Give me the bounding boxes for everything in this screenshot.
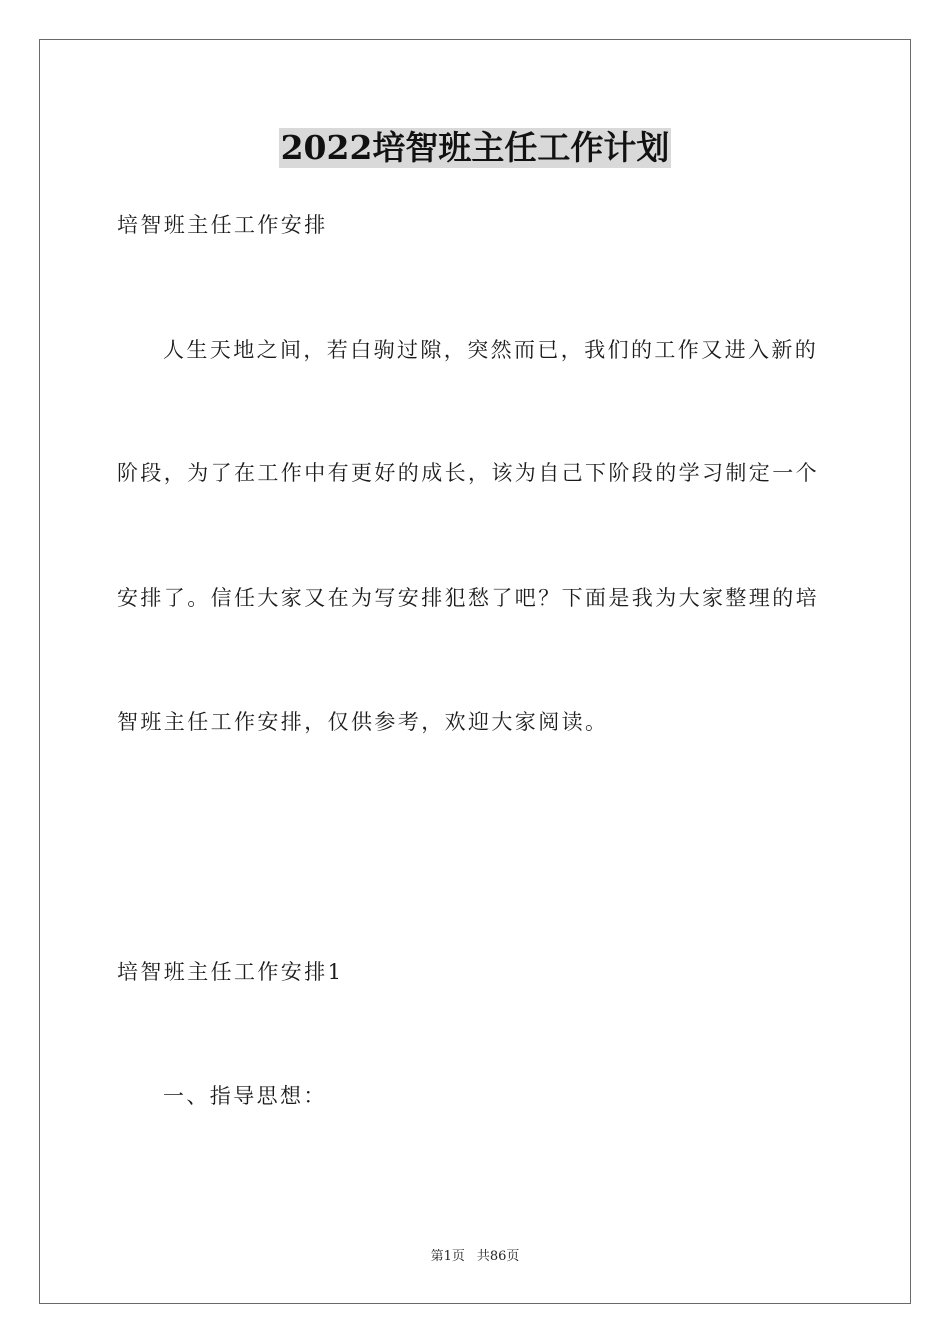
paragraph-line: 人生天地之间，若白驹过隙，突然而已，我们的工作又进入新的 xyxy=(163,338,819,362)
document-subtitle: 培智班主任工作安排 xyxy=(117,213,328,237)
section-heading: 培智班主任工作安排1 xyxy=(117,960,344,984)
page-total: 共86页 xyxy=(476,1249,520,1264)
title-container xyxy=(0,128,950,168)
paragraph-line: 阶段，为了在工作中有更好的成长，该为自己下阶段的学习制定一个 xyxy=(117,461,819,485)
paragraph-line: 安排了。信任大家又在为写安排犯愁了吧？下面是我为大家整理的培 xyxy=(117,586,819,610)
paragraph-line: 智班主任工作安排，仅供参考，欢迎大家阅读。 xyxy=(117,710,609,734)
page-footer xyxy=(0,1248,950,1266)
document-title: 2022培智班主任工作计划 xyxy=(280,128,670,167)
page-number: 第1页 xyxy=(430,1249,465,1264)
subsection-heading: 一、指导思想： xyxy=(163,1084,327,1108)
